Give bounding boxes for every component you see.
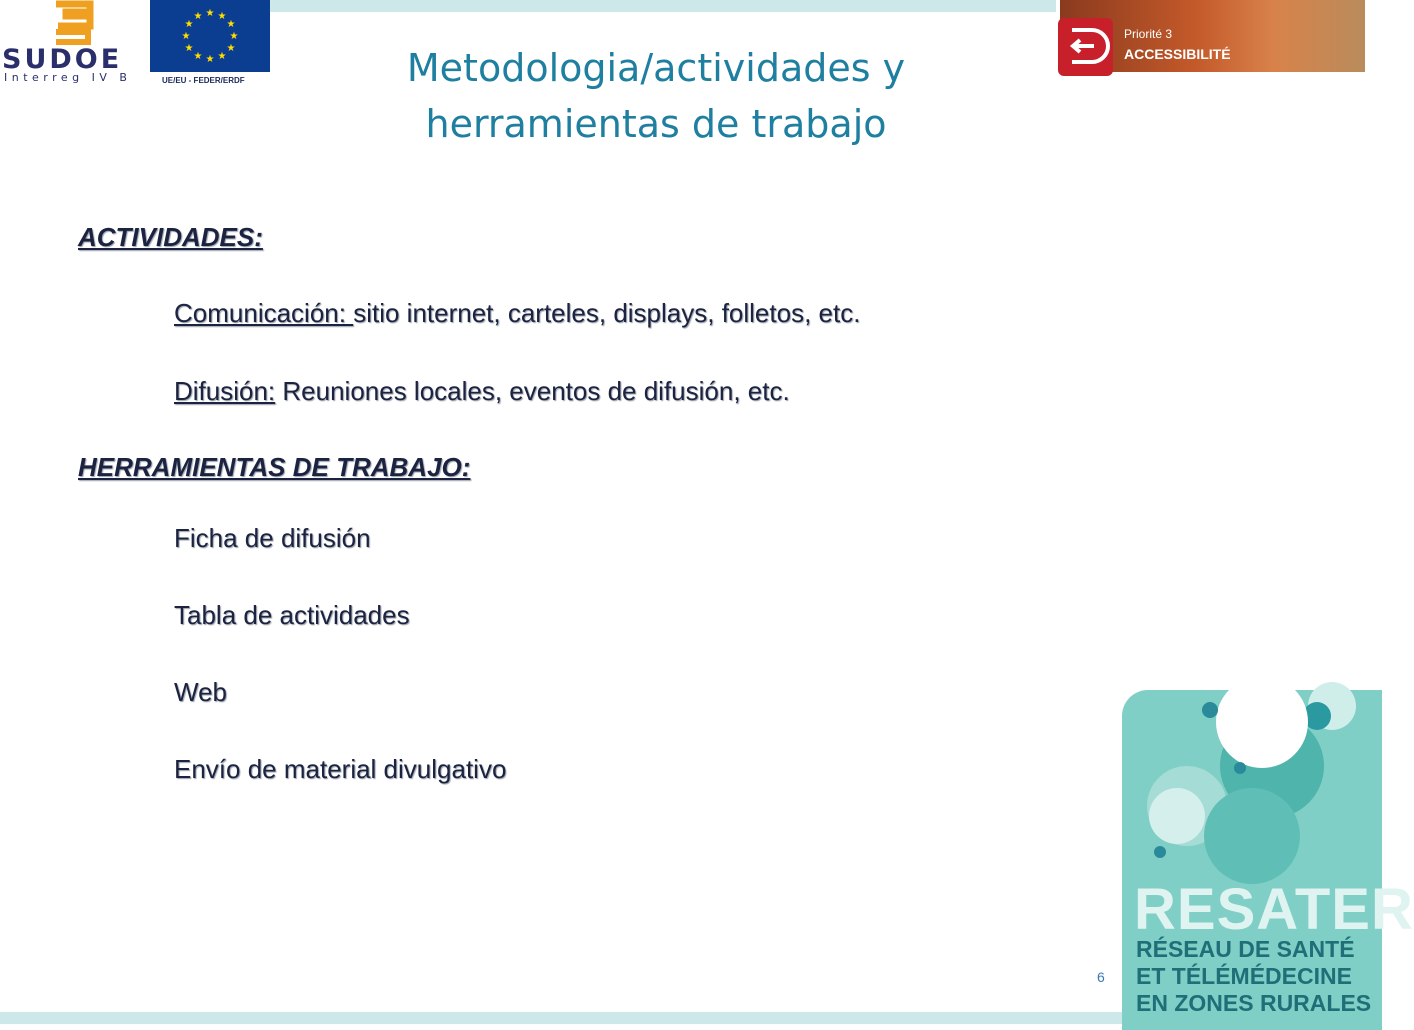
title-line-1: Metodologia/actividades y <box>406 46 906 90</box>
title-line-2: herramientas de trabajo <box>425 102 887 146</box>
resater-logo <box>1122 676 1414 1016</box>
resater-wordmark: RESATER <box>1134 877 1414 942</box>
eu-stars-icon <box>150 0 270 72</box>
eu-logo <box>148 0 272 95</box>
resater-line-2: ET TÉLÉMÉDECINE <box>1136 963 1352 989</box>
top-band <box>270 0 1056 12</box>
svg-text:★: ★ <box>184 19 194 30</box>
svg-text:★: ★ <box>181 31 191 42</box>
sudoe-logo <box>0 0 148 95</box>
sudoe-subtitle: Interreg IV B <box>4 71 132 84</box>
resater-line-3: EN ZONES RURALES <box>1136 990 1372 1016</box>
comunicacion-item <box>174 298 860 329</box>
difusion-item <box>174 376 790 407</box>
accessibility-arrow-icon <box>1058 18 1113 76</box>
comunicacion-text: sitio internet, carteles, displays, folletos, etc. <box>353 298 861 328</box>
svg-text:★: ★ <box>193 51 203 62</box>
sudoe-wordmark: SUDOE <box>2 44 123 75</box>
priority-banner <box>1056 0 1365 80</box>
slide-title <box>330 40 982 152</box>
svg-text:★: ★ <box>217 51 227 62</box>
herramienta-item: Web <box>174 677 227 707</box>
resater-line-1: RÉSEAU DE SANTÉ <box>1136 936 1355 962</box>
herramienta-item: Tabla de actividades <box>174 600 410 630</box>
svg-text:★: ★ <box>184 43 194 54</box>
herramientas-heading: HERRAMIENTAS DE TRABAJO: <box>78 452 471 482</box>
priority-label: Priorité 3 <box>1124 27 1173 41</box>
svg-text:★: ★ <box>229 31 239 42</box>
svg-text:★: ★ <box>205 54 215 65</box>
herramienta-item: Ficha de difusión <box>174 523 371 553</box>
svg-text:★: ★ <box>193 11 203 22</box>
eu-caption: UE/EU - FEDER/ERDF <box>162 76 245 85</box>
herramienta-item: Envío de material divulgativo <box>174 754 507 784</box>
difusion-label: Difusión: <box>174 376 276 406</box>
svg-text:★: ★ <box>205 8 215 19</box>
svg-text:★: ★ <box>226 19 236 30</box>
page-number: 6 <box>1097 969 1105 985</box>
resater-circles-icon <box>1122 676 1365 876</box>
sudoe-mark-icon <box>52 2 94 46</box>
priority-name: ACCESSIBILITÉ <box>1124 46 1231 62</box>
difusion-text: Reuniones locales, eventos de difusión, etc. <box>275 376 790 406</box>
actividades-heading: ACTIVIDADES: <box>78 222 263 252</box>
eu-flag <box>150 0 270 72</box>
svg-text:★: ★ <box>217 11 227 22</box>
comunicacion-label: Comunicación: <box>174 298 354 328</box>
svg-text:★: ★ <box>226 43 236 54</box>
